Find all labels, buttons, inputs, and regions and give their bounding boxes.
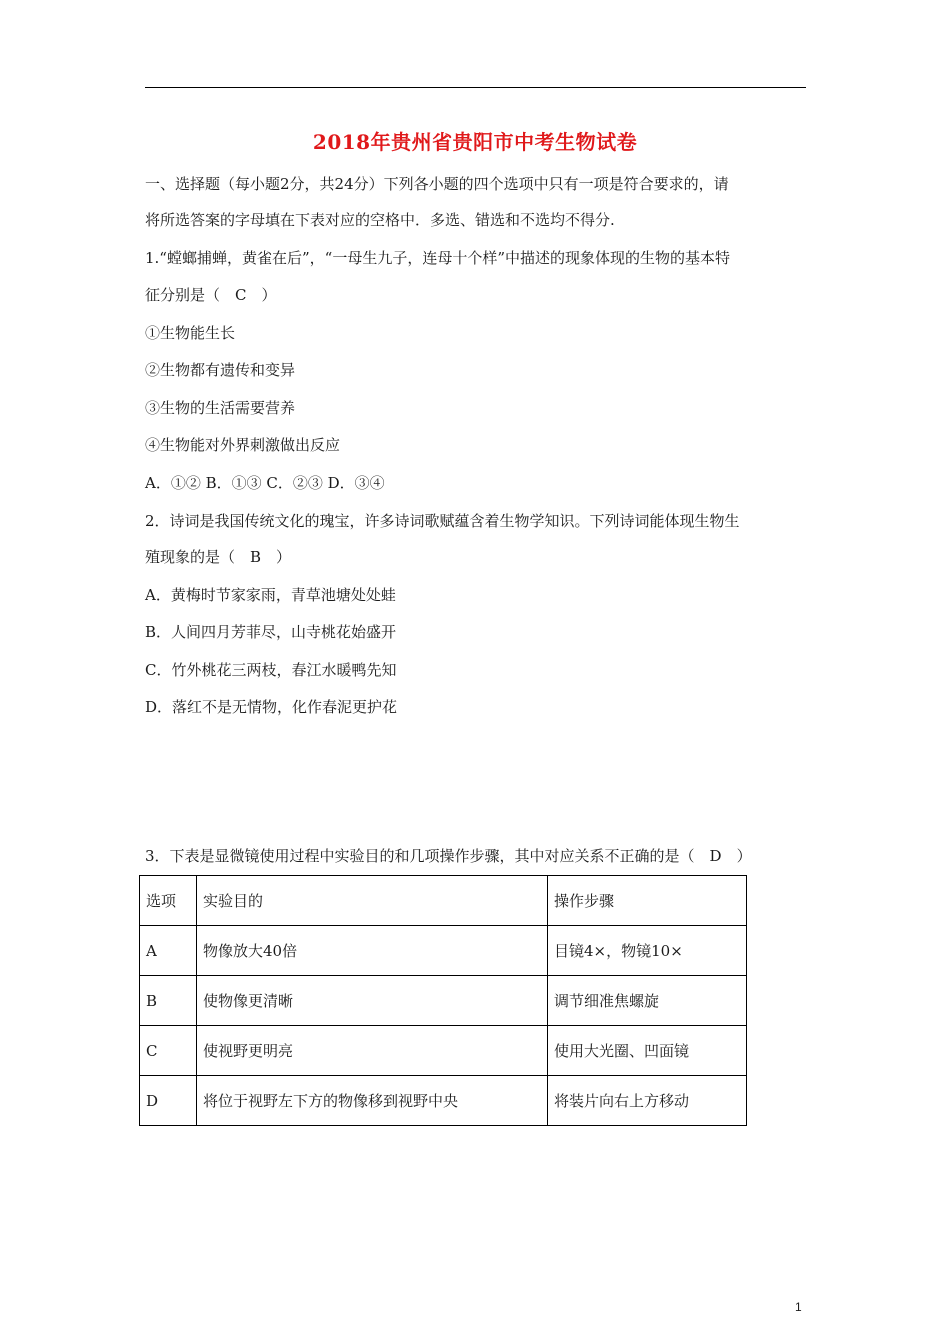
table-row	[140, 1026, 747, 1076]
q1-stem-line2: 征分别是（ C ）	[145, 286, 277, 304]
microscope-steps-table	[139, 875, 747, 1126]
table-cell: 使用大光圈、凹面镜	[548, 1026, 747, 1076]
q2-option-a: A．黄梅时节家家雨，青草池塘处处蛙	[145, 586, 396, 604]
table-header-cell: 实验目的	[197, 876, 548, 926]
table-cell: B	[140, 976, 197, 1026]
header-rule	[145, 87, 806, 88]
table-cell: 使视野更明亮	[197, 1026, 548, 1076]
q3-stem: 3．下表是显微镜使用过程中实验目的和几项操作步骤，其中对应关系不正确的是（ D ）	[145, 847, 752, 865]
section-intro-line1: 一、选择题（每小题2分，共24分）下列各小题的四个选项中只有一项是符合要求的，请	[145, 175, 729, 193]
table-cell: 使物像更清晰	[197, 976, 548, 1026]
q2-stem-line1: 2．诗词是我国传统文化的瑰宝，许多诗词歌赋蕴含着生物学知识。下列诗词能体现生物生	[145, 512, 740, 530]
page-title: 2018年贵州省贵阳市中考生物试卷	[312, 130, 638, 154]
table-cell: 调节细准焦螺旋	[548, 976, 747, 1026]
q1-stem-line1: 1.“螳螂捕蝉，黄雀在后”，“一母生九子，连母十个样”中描述的现象体现的生物的基本特	[145, 249, 730, 267]
page-number: 1	[795, 1300, 802, 1314]
q1-item-1: ①生物能生长	[145, 324, 236, 342]
q1-item-3: ③生物的生活需要营养	[145, 399, 296, 417]
table-header-cell: 操作步骤	[548, 876, 747, 926]
q2-stem-line2: 殖现象的是（ B ）	[145, 548, 292, 566]
table-cell: A	[140, 926, 197, 976]
q1-item-4: ④生物能对外界刺激做出反应	[145, 436, 341, 454]
table-row	[140, 926, 747, 976]
q2-option-b: B．人间四月芳菲尽，山寺桃花始盛开	[145, 623, 397, 641]
q2-option-d: D．落红不是无情物，化作春泥更护花	[145, 698, 398, 716]
table-row	[140, 1076, 747, 1126]
table-cell: 物像放大40倍	[197, 926, 548, 976]
q2-option-c: C．竹外桃花三两枝，春江水暖鸭先知	[145, 661, 397, 679]
q1-options: A．①② B．①③ C．②③ D．③④	[145, 474, 385, 492]
table-cell: 将装片向右上方移动	[548, 1076, 747, 1126]
table-row	[140, 976, 747, 1026]
table-cell: 将位于视野左下方的物像移到视野中央	[197, 1076, 548, 1126]
table-cell: D	[140, 1076, 197, 1126]
q1-item-2: ②生物都有遗传和变异	[145, 361, 296, 379]
table-header-cell: 选项	[140, 876, 197, 926]
table-cell: 目镜4×，物镜10×	[548, 926, 747, 976]
section-intro-line2: 将所选答案的字母填在下表对应的空格中．多选、错选和不选均不得分.	[145, 211, 615, 229]
table-cell: C	[140, 1026, 197, 1076]
table-header-row	[140, 876, 747, 926]
